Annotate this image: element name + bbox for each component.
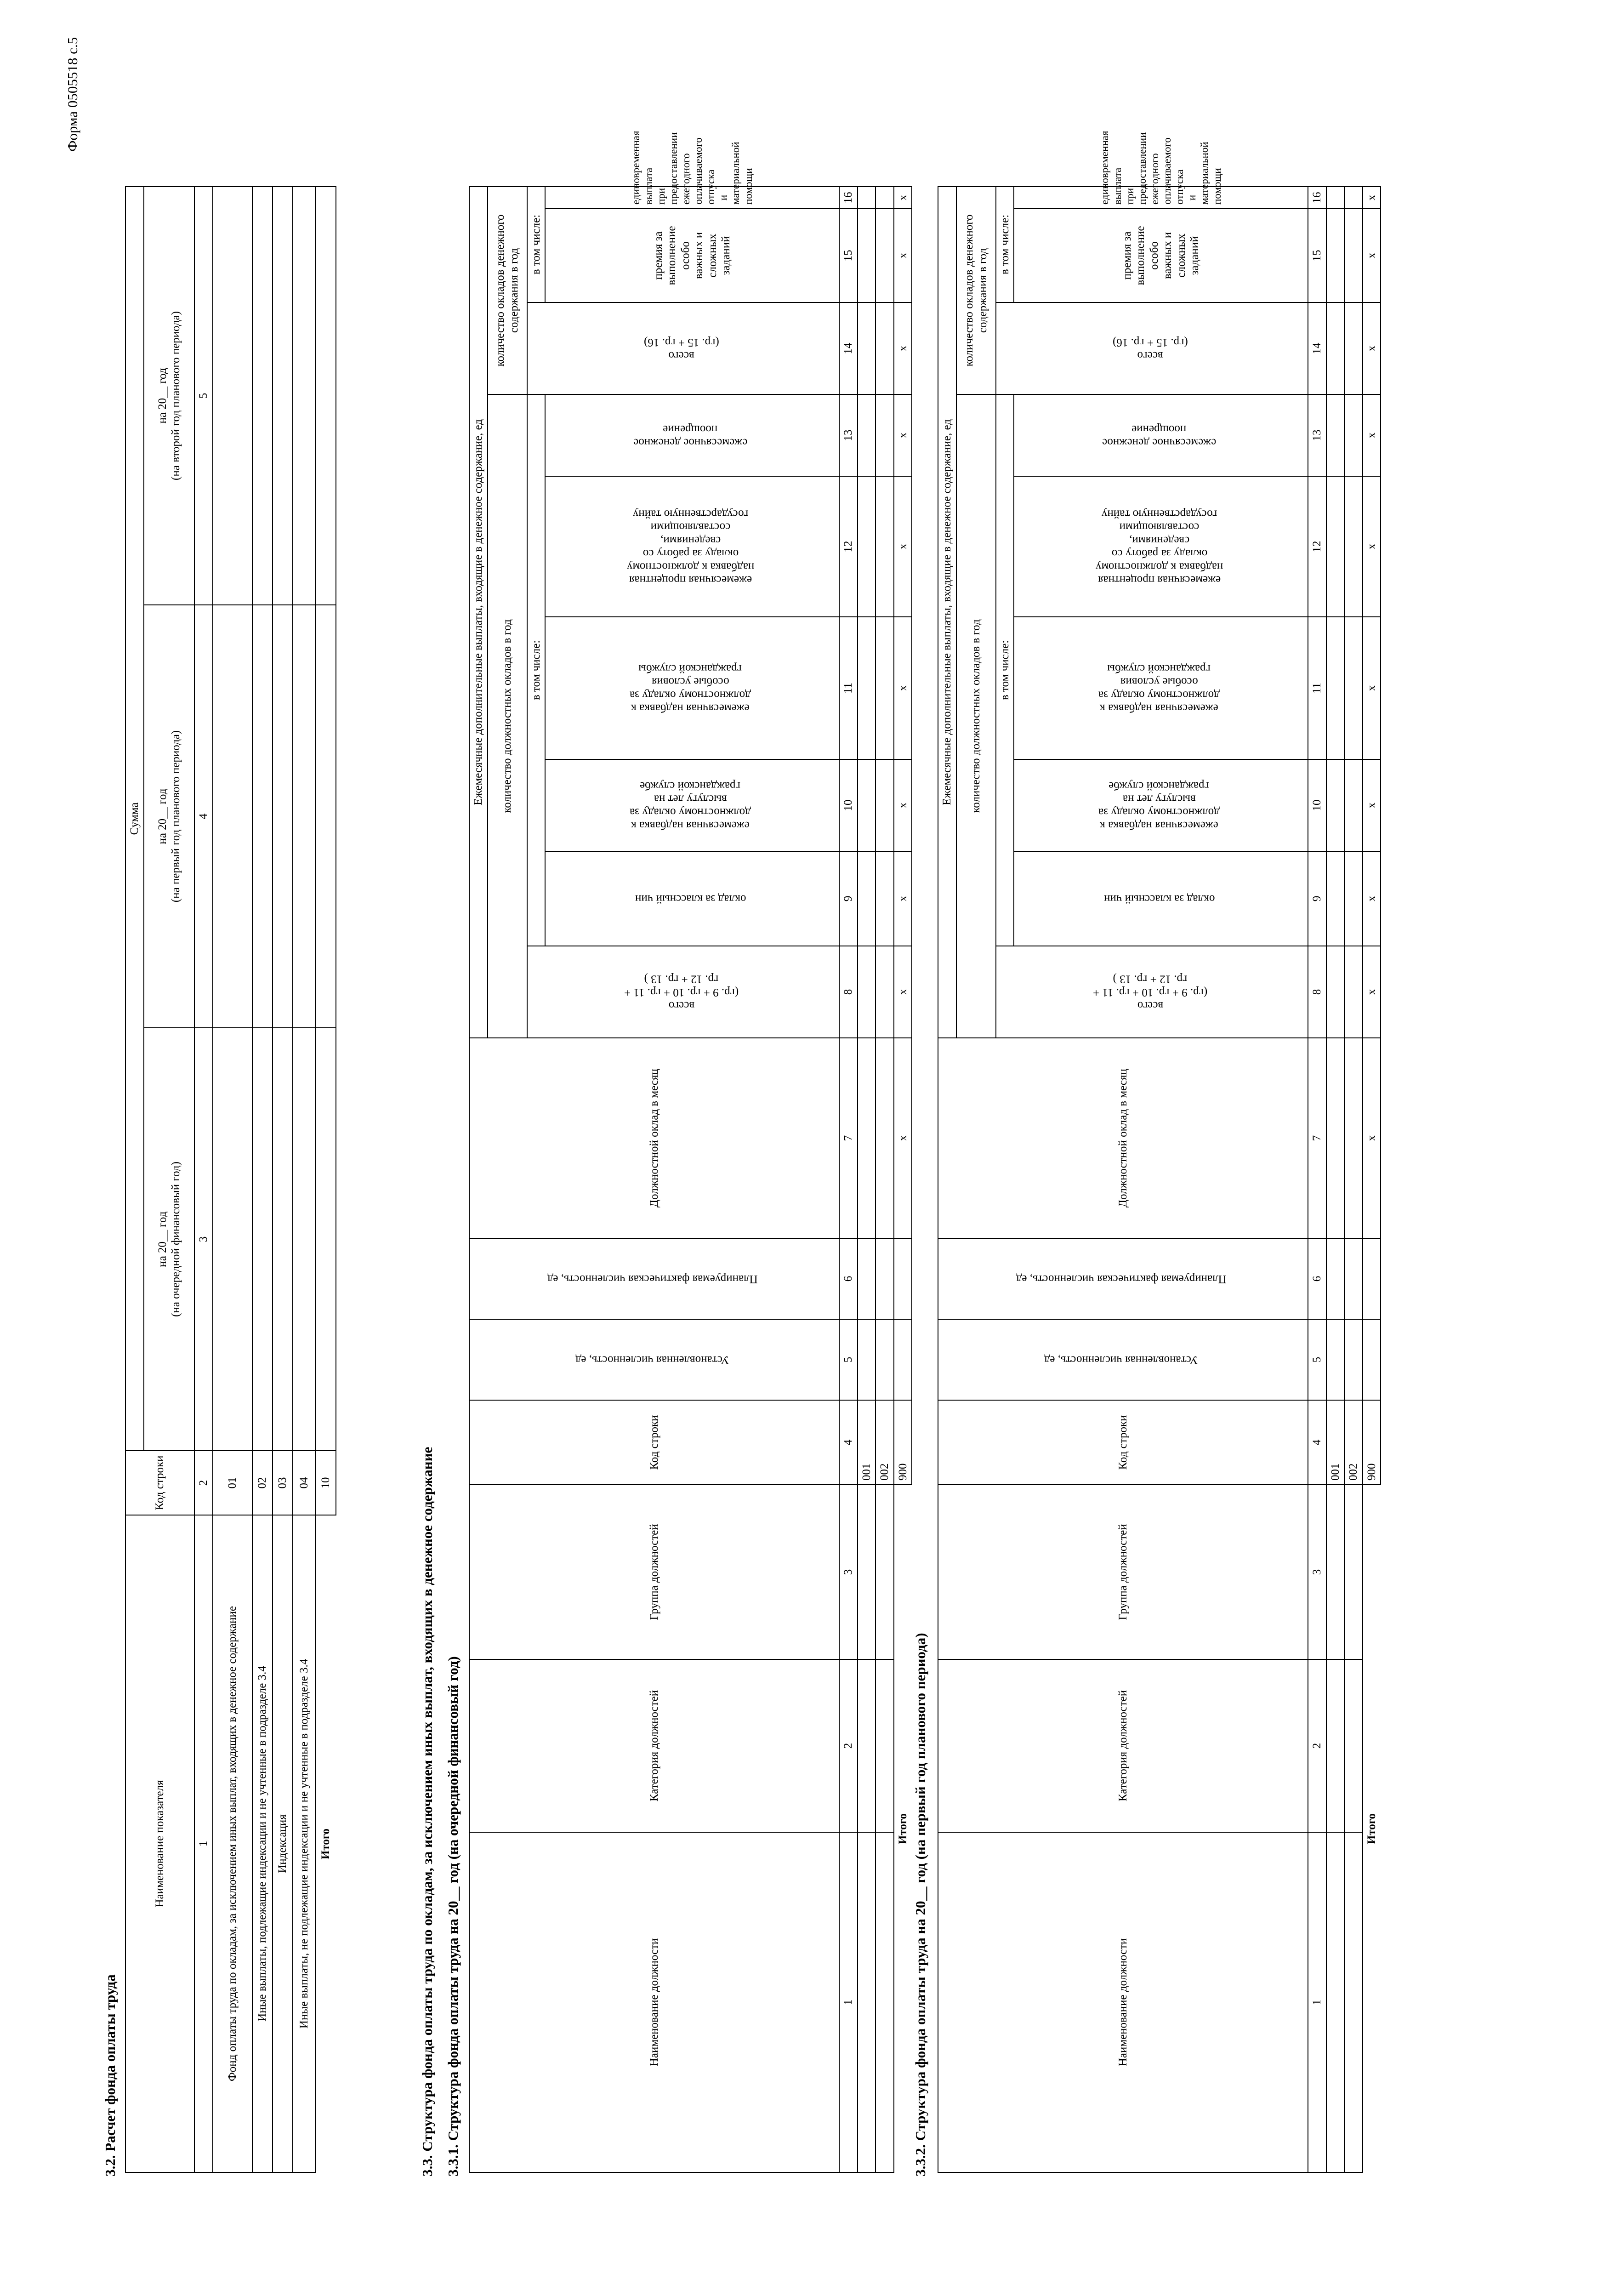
col-num: 16 — [839, 187, 858, 209]
col-num: 1 — [194, 1515, 213, 2172]
header-sum: Сумма — [125, 187, 144, 1451]
col-num: 8 — [1308, 946, 1326, 1038]
header-count-official-salaries: количество должностных окладов в год — [956, 394, 996, 1038]
header-special-tasks-bonus: премия за выполнение особо важных и сложных заданий — [545, 209, 839, 302]
header-class-rank: оклад за классный чин — [545, 851, 839, 946]
header-monthly-payments: Ежемесячные дополнительные выплаты, входящие в денежное содержание, ед — [938, 187, 956, 1038]
header-monthly-payments: Ежемесячные дополнительные выплаты, входящие в денежное содержание, ед — [469, 187, 488, 1038]
data-cell[interactable] — [1344, 759, 1363, 851]
col-num: 6 — [839, 1238, 858, 1319]
col-num: 12 — [839, 476, 858, 617]
data-cell[interactable] — [1326, 1832, 1345, 2172]
col-num: 2 — [194, 1451, 213, 1515]
column-numbers-row — [839, 187, 858, 2172]
data-cell[interactable] — [858, 394, 876, 476]
row-name: Индексация — [273, 1515, 293, 2172]
data-cell[interactable] — [1326, 946, 1345, 1038]
data-cell[interactable] — [1344, 1319, 1363, 1400]
x-mark: x — [894, 851, 912, 946]
data-cell[interactable] — [1344, 1038, 1363, 1238]
header-class-rank: оклад за классный чин — [1014, 851, 1308, 946]
total-cell[interactable] — [894, 1238, 912, 1319]
col-num: 15 — [1308, 209, 1326, 302]
table-row — [1326, 187, 1345, 2172]
data-cell[interactable] — [1344, 209, 1363, 302]
table-row — [252, 187, 273, 2172]
x-mark: x — [894, 759, 912, 851]
x-mark: x — [1363, 851, 1381, 946]
total-cell[interactable] — [316, 187, 336, 605]
row-name: Иные выплаты, подлежащие индексации и не учтенные в подразделе 3.4 — [252, 1515, 273, 2172]
col-num: 5 — [194, 187, 213, 605]
structure-table-current-year — [469, 131, 912, 2173]
data-cell[interactable] — [1326, 1038, 1345, 1238]
header-seniority-bonus: ежемесячная надбавка к должностному окладу за выслугу лет на гражданской службе — [1014, 759, 1308, 851]
data-cell[interactable] — [1344, 476, 1363, 617]
header-group: Группа должностей — [938, 1485, 1308, 1659]
col-num: 9 — [1308, 851, 1326, 946]
col-num: 2 — [839, 1659, 858, 1832]
header-year-plan2: на 20__ год (на второй год планового периода) — [144, 187, 194, 605]
header-position-name: Наименование должности — [469, 1832, 839, 2172]
row-code: 001 — [1326, 1400, 1345, 1485]
header-total-14: всего (гр. 15 + гр. 16) — [996, 302, 1308, 394]
data-cell[interactable] — [1344, 394, 1363, 476]
col-num: 10 — [839, 759, 858, 851]
row-code: 002 — [876, 1400, 894, 1485]
sum-cell[interactable] — [273, 1028, 293, 1451]
data-cell[interactable] — [876, 476, 894, 617]
col-num: 14 — [839, 302, 858, 394]
col-num: 14 — [1308, 302, 1326, 394]
x-mark: x — [894, 394, 912, 476]
fund-calculation-table — [125, 186, 336, 2173]
table-row — [293, 187, 316, 2172]
data-cell[interactable] — [1344, 302, 1363, 394]
data-cell[interactable] — [1326, 1238, 1345, 1319]
data-cell[interactable] — [1326, 851, 1345, 946]
table-row — [273, 187, 293, 2172]
sum-cell[interactable] — [252, 1028, 273, 1451]
structure-table-plan-year-1 — [938, 131, 1381, 2173]
x-mark: x — [1363, 759, 1381, 851]
header-position-name: Наименование должности — [938, 1832, 1308, 2172]
row-code: 01 — [213, 1451, 252, 1515]
header-year-plan1: на 20__ год (на первый год планового периода) — [144, 605, 194, 1028]
table-row — [1344, 187, 1363, 2172]
table-row — [858, 187, 876, 2172]
col-num: 3 — [839, 1485, 858, 1659]
row-code: 001 — [858, 1400, 876, 1485]
data-cell[interactable] — [858, 209, 876, 302]
header-including: в том числе: — [527, 394, 546, 946]
col-num: 11 — [839, 617, 858, 759]
data-cell[interactable] — [1326, 1319, 1345, 1400]
x-mark: x — [894, 617, 912, 759]
x-mark: x — [894, 476, 912, 617]
data-cell[interactable] — [876, 394, 894, 476]
header-state-secret-bonus: ежемесячная процентная надбавка к должностному окладу за работу со сведениями, составляющими государственную тайну — [1014, 476, 1308, 617]
header-monthly-salary: Должностной оклад в месяц — [469, 1038, 839, 1238]
total-cell[interactable] — [894, 1319, 912, 1400]
data-cell[interactable] — [1344, 1238, 1363, 1319]
header-special-tasks-bonus: премия за выполнение особо важных и сложных заданий — [1014, 209, 1308, 302]
data-cell[interactable] — [1344, 1659, 1363, 1832]
header-planned-count: Планируемая фактическая численность, ед — [938, 1238, 1308, 1319]
header-count-official-salaries: количество должностных окладов в год — [488, 394, 527, 1038]
total-row — [316, 187, 336, 2172]
data-cell[interactable] — [858, 759, 876, 851]
header-including: в том числе: — [527, 187, 546, 302]
data-cell[interactable] — [858, 1319, 876, 1400]
data-cell[interactable] — [858, 1485, 876, 1659]
row-name: Фонд оплаты труда по окладам, за исключением иных выплат, входящих в денежное содержание — [213, 1515, 252, 2172]
data-cell[interactable] — [876, 759, 894, 851]
sum-cell[interactable] — [252, 605, 273, 1028]
data-cell[interactable] — [876, 1319, 894, 1400]
header-vacation-payment: единовременная выплата при предоставлении ежегодного оплачиваемого отпуска и материальной помощи — [545, 187, 839, 209]
x-mark: x — [1363, 617, 1381, 759]
x-mark: x — [1363, 394, 1381, 476]
col-num: 13 — [839, 394, 858, 476]
data-cell[interactable] — [1326, 1659, 1345, 1832]
x-mark: x — [1363, 946, 1381, 1038]
col-num: 9 — [839, 851, 858, 946]
data-cell[interactable] — [1344, 187, 1363, 209]
x-mark: x — [894, 187, 912, 209]
data-cell[interactable] — [1326, 187, 1345, 209]
data-cell[interactable] — [876, 617, 894, 759]
data-cell[interactable] — [1344, 946, 1363, 1038]
col-num: 15 — [839, 209, 858, 302]
data-cell[interactable] — [1326, 394, 1345, 476]
header-vacation-payment: единовременная выплата при предоставлении ежегодного оплачиваемого отпуска и материальной помощи — [1014, 187, 1308, 209]
x-mark: x — [1363, 209, 1381, 302]
total-row — [894, 187, 912, 2172]
sum-cell[interactable] — [273, 187, 293, 605]
data-cell[interactable] — [858, 1832, 876, 2172]
col-num: 3 — [194, 1028, 213, 1451]
header-special-conditions-bonus: ежемесячная надбавка к должностному окладу за особые условия гражданской службы — [1014, 617, 1308, 759]
header-line-code: Код строки — [469, 1400, 839, 1485]
header-line-code: Код строки — [938, 1400, 1308, 1485]
data-cell[interactable] — [1344, 617, 1363, 759]
data-cell[interactable] — [858, 617, 876, 759]
total-label: Итого — [316, 1515, 336, 2172]
col-num: 5 — [1308, 1319, 1326, 1400]
total-cell[interactable] — [316, 1028, 336, 1451]
section-3-3-title: 3.3. Структура фонда оплаты труда по окладам, за исключением иных выплат, входящих в денежное содержание — [419, 1447, 435, 2176]
header-count-salary-maintenance: количество окладов денежного содержания в год — [956, 187, 996, 394]
sum-cell[interactable] — [213, 605, 252, 1028]
total-code: 900 — [894, 1400, 912, 1485]
col-num: 2 — [1308, 1659, 1326, 1832]
data-cell[interactable] — [858, 302, 876, 394]
data-cell[interactable] — [1326, 476, 1345, 617]
total-cell[interactable] — [1363, 1238, 1381, 1319]
data-cell[interactable] — [858, 476, 876, 617]
data-cell[interactable] — [1344, 1832, 1363, 2172]
col-num: 1 — [839, 1832, 858, 2172]
row-name: Иные выплаты, не подлежащие индексации и не учтенные в подразделе 3.4 — [293, 1515, 316, 2172]
col-num: 5 — [839, 1319, 858, 1400]
col-num: 10 — [1308, 759, 1326, 851]
total-row — [1363, 187, 1381, 2172]
data-cell[interactable] — [1326, 759, 1345, 851]
x-mark: x — [894, 946, 912, 1038]
x-mark: x — [894, 1038, 912, 1238]
sum-cell[interactable] — [273, 605, 293, 1028]
data-cell[interactable] — [858, 1038, 876, 1238]
x-mark: x — [1363, 1038, 1381, 1238]
table-row — [876, 187, 894, 2172]
total-label: Итого — [894, 1485, 912, 2172]
row-code: 03 — [273, 1451, 293, 1515]
total-label: Итого — [1363, 1485, 1381, 2172]
header-indicator-name: Наименование показателя — [125, 1515, 194, 2172]
data-cell[interactable] — [1326, 617, 1345, 759]
data-cell[interactable] — [876, 1659, 894, 1832]
header-established-count: Установленная численность, ед — [469, 1319, 839, 1400]
col-num: 11 — [1308, 617, 1326, 759]
data-cell[interactable] — [1326, 302, 1345, 394]
col-num: 4 — [839, 1400, 858, 1485]
data-cell[interactable] — [858, 851, 876, 946]
col-num: 16 — [1308, 187, 1326, 209]
sum-cell[interactable] — [252, 187, 273, 605]
data-cell[interactable] — [1326, 209, 1345, 302]
x-mark: x — [894, 302, 912, 394]
row-code: 04 — [293, 1451, 316, 1515]
total-code: 10 — [316, 1451, 336, 1515]
header-monthly-incentive: ежемесячное денежное поощрение — [1014, 394, 1308, 476]
header-total-8: всего (гр. 9 + гр. 10 + гр. 11 + гр. 12 + гр. 13 ) — [996, 946, 1308, 1038]
sum-cell[interactable] — [213, 187, 252, 605]
data-cell[interactable] — [876, 302, 894, 394]
data-cell[interactable] — [858, 946, 876, 1038]
header-planned-count: Планируемая фактическая численность, ед — [469, 1238, 839, 1319]
sum-cell[interactable] — [293, 1028, 316, 1451]
data-cell[interactable] — [876, 1832, 894, 2172]
x-mark: x — [1363, 302, 1381, 394]
data-cell[interactable] — [1344, 1485, 1363, 1659]
row-code: 02 — [252, 1451, 273, 1515]
col-num: 13 — [1308, 394, 1326, 476]
header-category: Категория должностей — [938, 1659, 1308, 1832]
total-code: 900 — [1363, 1400, 1381, 1485]
data-cell[interactable] — [876, 946, 894, 1038]
column-numbers-row — [194, 187, 213, 2172]
x-mark: x — [894, 209, 912, 302]
column-numbers-row — [1308, 187, 1326, 2172]
header-monthly-salary: Должностной оклад в месяц — [938, 1038, 1308, 1238]
header-year-current: на 20__ год (на очередной финансовый год) — [144, 1028, 194, 1451]
col-num: 3 — [1308, 1485, 1326, 1659]
data-cell[interactable] — [876, 1238, 894, 1319]
data-cell[interactable] — [876, 209, 894, 302]
header-count-salary-maintenance: количество окладов денежного содержания в год — [488, 187, 527, 394]
form-code: Форма 0505518 с.5 — [64, 37, 80, 152]
data-cell[interactable] — [858, 1659, 876, 1832]
data-cell[interactable] — [876, 1485, 894, 1659]
col-num: 8 — [839, 946, 858, 1038]
sum-cell[interactable] — [213, 1028, 252, 1451]
header-including: в том числе: — [996, 394, 1014, 946]
col-num: 1 — [1308, 1832, 1326, 2172]
table-row — [213, 187, 252, 2172]
col-num: 6 — [1308, 1238, 1326, 1319]
header-state-secret-bonus: ежемесячная процентная надбавка к должностному окладу за работу со сведениями, составляющими государственную тайну — [545, 476, 839, 617]
header-total-8: всего (гр. 9 + гр. 10 + гр. 11 + гр. 12 + гр. 13 ) — [527, 946, 840, 1038]
header-special-conditions-bonus: ежемесячная надбавка к должностному окладу за особые условия гражданской службы — [545, 617, 839, 759]
header-category: Категория должностей — [469, 1659, 839, 1832]
header-established-count: Установленная численность, ед — [938, 1319, 1308, 1400]
section-3-3-1-title: 3.3.1. Структура фонда оплаты труда на 20__ год (на очередной финансовый год) — [445, 1656, 461, 2176]
header-line-code: Код строки — [125, 1451, 194, 1515]
sum-cell[interactable] — [293, 605, 316, 1028]
col-num: 7 — [839, 1038, 858, 1238]
sum-cell[interactable] — [293, 187, 316, 605]
x-mark: x — [1363, 187, 1381, 209]
section-3-3-2-title: 3.3.2. Структура фонда оплаты труда на 20__ год (на первый год планового периода) — [912, 1633, 928, 2176]
total-cell[interactable] — [316, 605, 336, 1028]
total-cell[interactable] — [1363, 1319, 1381, 1400]
col-num: 7 — [1308, 1038, 1326, 1238]
header-total-14: всего (гр. 15 + гр. 16) — [527, 302, 840, 394]
row-code: 002 — [1344, 1400, 1363, 1485]
section-3-2-title: 3.2. Расчет фонда оплаты труда — [102, 1974, 118, 2176]
data-cell[interactable] — [876, 187, 894, 209]
col-num: 4 — [1308, 1400, 1326, 1485]
header-group: Группа должностей — [469, 1485, 839, 1659]
data-cell[interactable] — [858, 187, 876, 209]
data-cell[interactable] — [1326, 1485, 1345, 1659]
header-seniority-bonus: ежемесячная надбавка к должностному окладу за выслугу лет на гражданской службе — [545, 759, 839, 851]
data-cell[interactable] — [1344, 851, 1363, 946]
header-monthly-incentive: ежемесячное денежное поощрение — [545, 394, 839, 476]
data-cell[interactable] — [858, 1238, 876, 1319]
col-num: 12 — [1308, 476, 1326, 617]
header-including: в том числе: — [996, 187, 1014, 302]
data-cell[interactable] — [876, 1038, 894, 1238]
data-cell[interactable] — [876, 851, 894, 946]
col-num: 4 — [194, 605, 213, 1028]
x-mark: x — [1363, 476, 1381, 617]
